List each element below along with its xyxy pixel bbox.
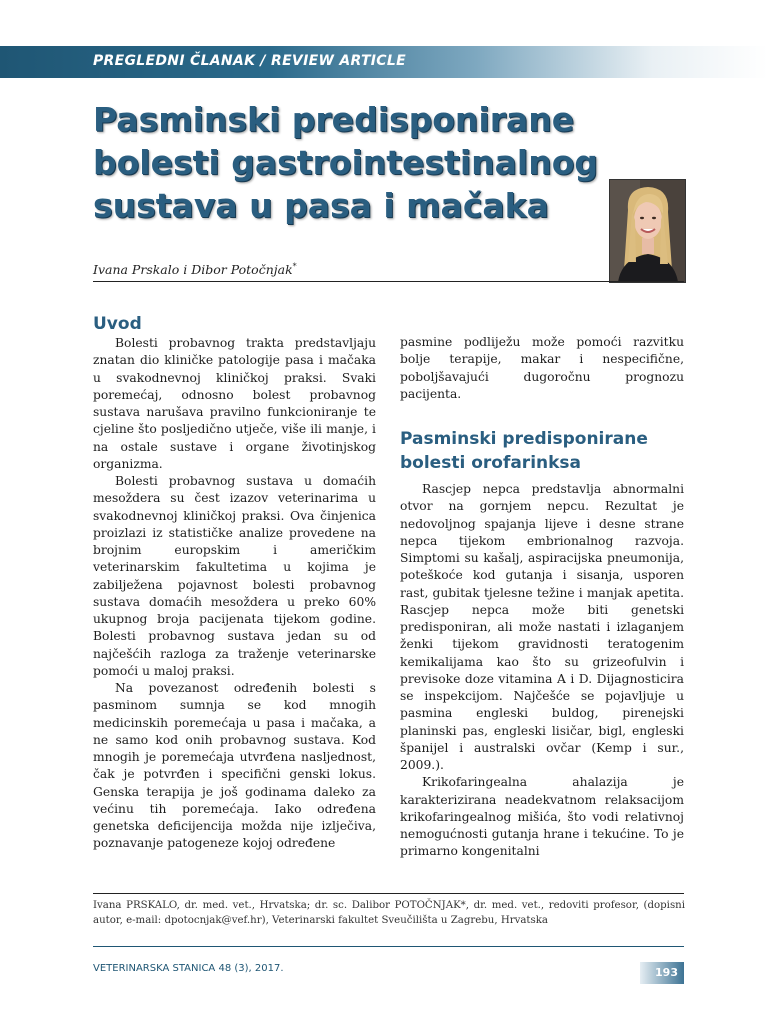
title-divider <box>93 281 684 282</box>
section-heading-orofarinks: Pasminski predisponirane bolesti orofarinksa <box>400 429 648 473</box>
article-title: Pasminski predisponirane bolesti gastrointestinalnog sustava u pasa i mačaka <box>93 100 599 225</box>
paragraph: pasmine podliježu može pomoći razvitku bolje terapije, makar i nespecifične, poboljšavajući dugoročnu prognozu pacijenta. <box>400 335 684 401</box>
left-column <box>93 313 376 853</box>
paragraph: Bolesti probavnog sustava u domaćih mesoždera su čest izazov veterinarima u svakodnevnoj kliničkoj praksi. Ova činjenica proizlazi iz statističke analize provedene na brojnim europskim i američkim veterinarskim fakultetima u kojima je zabilježena pojavnost bolesti probavnog sustava domaćih mesoždera u preko 60% ukupnog broja pacijenata tijekom godine. Bolesti probavnog sustava jedan su od najčešćih razloga za traženje veterinarske pomoći u maloj praksi. <box>93 474 376 678</box>
page-number: 193 <box>640 962 684 984</box>
journal-citation: VETERINARSKA STANICA 48 (3), 2017. <box>93 963 284 974</box>
footer-divider <box>93 946 684 947</box>
right-column <box>400 334 684 861</box>
authors-text: Ivana Prskalo i Dibor Potočnjak <box>93 262 293 278</box>
paragraph: Na povezanost određenih bolesti s pasminom sumnja se kod mnogih medicinskih poremećaja u pasa i mačaka, a ne samo kod onih probavnog sustava. Kod mnogih je poremećaja utvrđena nasljednost, čak je potvrđen i specifični genski lokus. Genska terapija je još godinama daleko za većinu tih poremećaja. Iako određena genetska deficijencija možda nije izlječiva, poznavanje patogeneze kojoj određene <box>93 681 376 851</box>
section-label: PREGLEDNI ČLANAK / REVIEW ARTICLE <box>93 53 406 69</box>
article-authors <box>93 262 297 277</box>
footnote-divider <box>93 893 684 894</box>
paragraph: Bolesti probavnog trakta predstavljaju znatan dio kliničke patologije pasa i mačaka u svakodnevnoj kliničkoj praksi. Svaki poremećaj, odnosno bolest probavnog sustava narušava pravilno funkcioniranje te cjeline što posljedično utječe, više ili manje, i na ostale sustave i organe životinjskog organizma. <box>93 336 376 471</box>
author-photo <box>609 179 686 283</box>
author-affiliation-footnote: Ivana PRSKALO, dr. med. vet., Hrvatska; dr. sc. Dalibor POTOČNJAK*, dr. med. vet., redoviti profesor, (dopisni autor, e-mail: dpotocnjak@vef.hr), Veterinarski fakultet Sveučilišta u Zagrebu, Hrvatska <box>93 900 685 926</box>
paragraph: Krikofaringealna ahalazija je karakterizirana neadekvatnom relaksacijom krikofaringealnog mišića, što vodi relativnoj nemogućnosti gutanja hrane i tekućine. To je primarno kongenitalni <box>400 775 684 859</box>
section-banner <box>0 46 768 78</box>
section-heading-uvod: Uvod <box>93 314 142 334</box>
corresponding-author-mark: * <box>292 262 297 271</box>
paragraph: Rascjep nepca predstavlja abnormalni otvor na gornjem nepcu. Rezultat je nedovoljnog spajanja lijeve i desne strane nepca tijekom embrionalnog razvoja. Simptomi su kašalj, aspiracijska pneumonija, poteškoće kod gutanja i sisanja, usporen rast, gubitak tjelesne težine i manjak apetita. Rascjep nepca može biti genetski predisponiran, ali može nastati i izlaganjem ženki tijekom gravidnosti teratogenim kemikalijama kao što su grizeofulvin i previsoke doze vitamina A i D. Dijagnosticira se inspekcijom. Najčešće se pojavljuje u pasmina engleski buldog, pirenejski planinski pas, engleski lisičar, bigl, engleski španijel i australski ovčar (Kemp i sur., 2009.). <box>400 482 684 772</box>
